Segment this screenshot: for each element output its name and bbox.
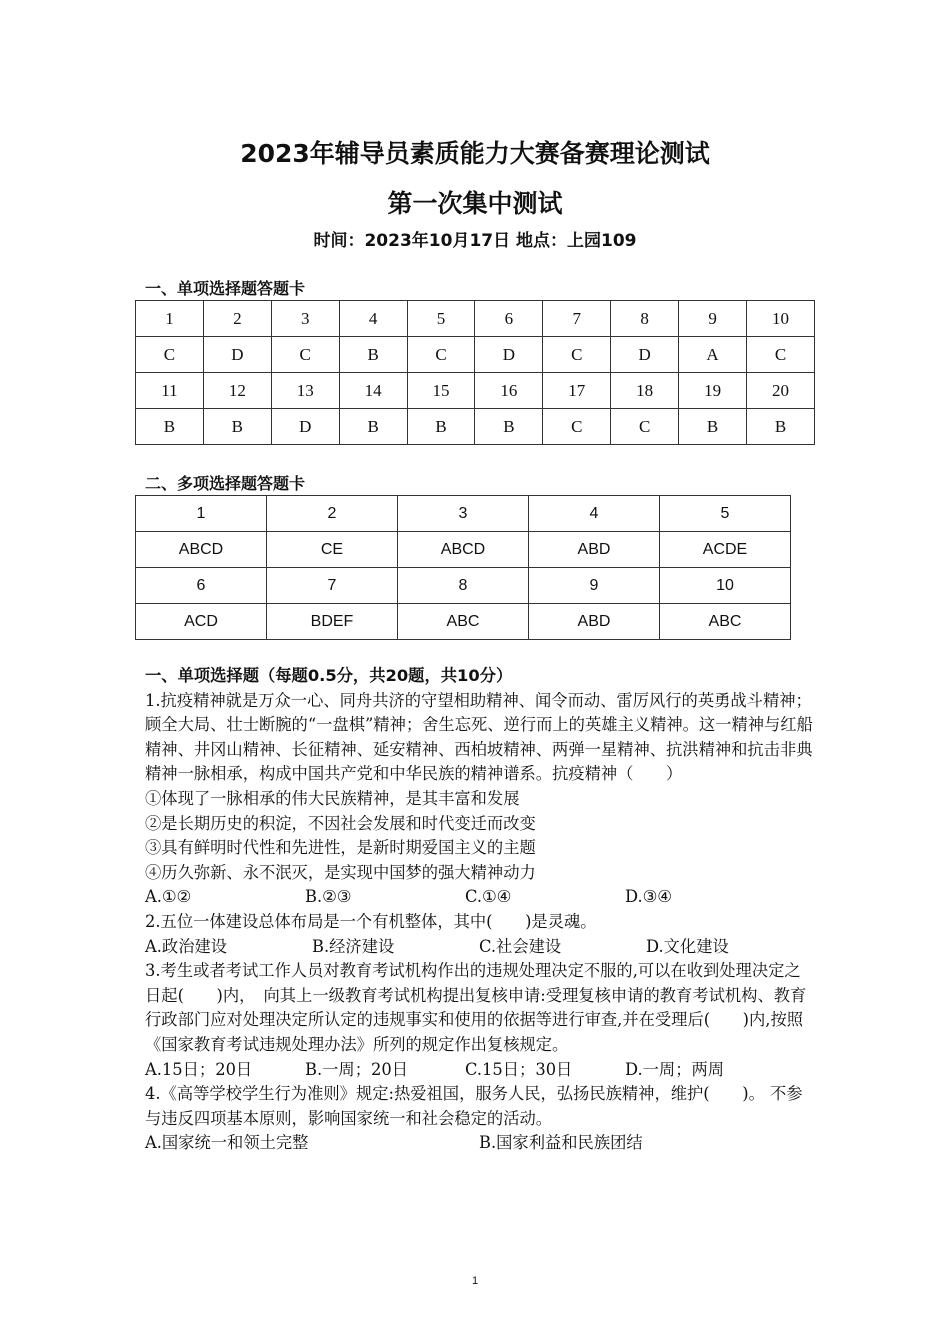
question-1-options: [145, 885, 813, 910]
answer-row: [136, 604, 791, 640]
option-c: C.社会建设: [479, 936, 562, 956]
question-number-cell: 3: [271, 301, 339, 337]
question-number-cell: 8: [611, 301, 679, 337]
question-number-row: [136, 301, 815, 337]
question-number-cell: 12: [203, 373, 271, 409]
question-number-cell: 16: [475, 373, 543, 409]
question-number-cell: 1: [136, 496, 267, 532]
question-number-cell: 8: [398, 568, 529, 604]
multi-choice-answer-card: [135, 495, 791, 640]
answer-cell: D: [271, 409, 339, 445]
answer-cell: ACD: [136, 604, 267, 640]
option-c: C.①④: [465, 887, 512, 907]
question-number-cell: 6: [475, 301, 543, 337]
answer-cell: D: [203, 337, 271, 373]
document-subtitle: 第一次集中测试: [387, 189, 563, 218]
question-number-cell: 4: [339, 301, 407, 337]
question-number-cell: 15: [407, 373, 475, 409]
question-number-cell: 5: [660, 496, 791, 532]
question-number-cell: 10: [660, 568, 791, 604]
answer-cell: C: [611, 409, 679, 445]
answer-cell: ABC: [398, 604, 529, 640]
option-b: B.国家利益和民族团结: [479, 1133, 643, 1153]
option-a: A.15日；20日: [145, 1059, 253, 1079]
page-number: 1: [471, 1275, 479, 1287]
option-d: D.一周；两周: [625, 1059, 725, 1079]
question-number-cell: 13: [271, 373, 339, 409]
answer-cell: ABD: [529, 604, 660, 640]
answer-cell: B: [475, 409, 543, 445]
question-2-stem: 2.五位一体建设总体布局是一个有机整体，其中( )是灵魂。: [145, 911, 597, 931]
question-number-cell: 1: [136, 301, 204, 337]
answer-cell: BDEF: [267, 604, 398, 640]
answer-cell: ABC: [660, 604, 791, 640]
question-number-cell: 6: [136, 568, 267, 604]
question-number-cell: 9: [679, 301, 747, 337]
option-b: B.一周；20日: [305, 1059, 408, 1079]
answer-cell: C: [407, 337, 475, 373]
answer-cell: ACDE: [660, 532, 791, 568]
answer-cell: ABCD: [136, 532, 267, 568]
option-c: C.15日；30日: [465, 1059, 573, 1079]
question-number-row: [136, 568, 791, 604]
question-1-item: ①体现了一脉相承的伟大民族精神，是其丰富和发展: [145, 788, 520, 808]
answer-cell: B: [747, 409, 815, 445]
answer-cell: B: [679, 409, 747, 445]
answer-row: [136, 409, 815, 445]
question-3-options: [145, 1058, 813, 1083]
answer-cell: CE: [267, 532, 398, 568]
answer-row: [136, 337, 815, 373]
question-section-heading: 一、单项选择题（每题0.5分，共20题，共10分）: [145, 666, 513, 685]
answer-cell: C: [271, 337, 339, 373]
time-location-line: 时间：2023年10月17日 地点：上园109: [313, 231, 637, 251]
question-number-cell: 9: [529, 568, 660, 604]
question-number-cell: 2: [267, 496, 398, 532]
question-4-stem: 4.《高等学校学生行为准则》规定:热爱祖国，服务人民，弘扬民族精神，维护( )。 不参与违反四项基本原则，影响国家统一和社会稳定的活动。: [145, 1084, 803, 1128]
question-number-row: [136, 496, 791, 532]
answer-cell: B: [339, 409, 407, 445]
single-choice-answer-card: [135, 300, 815, 445]
answer-cell: B: [203, 409, 271, 445]
answer-cell: B: [339, 337, 407, 373]
question-2-options: [145, 935, 813, 960]
question-number-cell: 2: [203, 301, 271, 337]
answer-cell: C: [543, 409, 611, 445]
answer-cell: B: [136, 409, 204, 445]
answer-cell: A: [679, 337, 747, 373]
answer-row: [136, 532, 791, 568]
option-d: D.文化建设: [646, 936, 729, 956]
question-number-cell: 5: [407, 301, 475, 337]
question-number-cell: 11: [136, 373, 204, 409]
option-b: B.经济建设: [312, 936, 395, 956]
question-number-cell: 19: [679, 373, 747, 409]
option-a: A.国家统一和领土完整: [145, 1133, 309, 1153]
question-number-cell: 4: [529, 496, 660, 532]
option-d: D.③④: [625, 887, 672, 907]
question-1-stem: 1.抗疫精神就是万众一心、同舟共济的守望相助精神、闻令而动、雷厉风行的英勇战斗精神；顾全大局、壮士断腕的“一盘棋”精神；舍生忘死、逆行而上的英雄主义精神。这一精神与红船精神、井冈山精神、长征精神、延安精神、西柏坡精神、两弹一星精神、抗洪精神和抗击非典精神一脉相承，构成中国共产党和中华民族的精神谱系。抗疫精神（ ）: [145, 690, 813, 784]
question-number-cell: 7: [543, 301, 611, 337]
question-number-cell: 14: [339, 373, 407, 409]
question-number-cell: 10: [747, 301, 815, 337]
question-section: [145, 664, 813, 1156]
question-number-cell: 3: [398, 496, 529, 532]
question-number-row: [136, 373, 815, 409]
single-card-heading: 一、单项选择题答题卡: [145, 279, 306, 298]
answer-cell: C: [747, 337, 815, 373]
question-number-cell: 18: [611, 373, 679, 409]
option-b: B.②③: [305, 887, 352, 907]
answer-cell: B: [407, 409, 475, 445]
option-a: A.①②: [145, 887, 192, 907]
answer-cell: D: [611, 337, 679, 373]
question-1-item: ④历久弥新、永不泯灭，是实现中国梦的强大精神动力: [145, 862, 536, 882]
question-number-cell: 17: [543, 373, 611, 409]
question-4-options: [145, 1131, 813, 1156]
answer-cell: C: [543, 337, 611, 373]
question-1-item: ③具有鲜明时代性和先进性，是新时期爱国主义的主题: [145, 838, 536, 858]
question-3-stem: 3.考生或者考试工作人员对教育考试机构作出的违规处理决定不服的,可以在收到处理决定之日起( )内， 向其上一级教育考试机构提出复核申请:受理复核申请的教育考试机构、教育行政部门应对处理决定所认定的违规事实和使用的依据等进行审查,并在受理后( )内,按照《国家教育考试违规处理办法》所列的规定作出复核规定。: [145, 961, 807, 1054]
question-1-item: ②是长期历史的积淀，不因社会发展和时代变迁而改变: [145, 813, 536, 833]
multi-card-heading: 二、多项选择题答题卡: [145, 474, 306, 493]
answer-cell: ABD: [529, 532, 660, 568]
answer-cell: D: [475, 337, 543, 373]
question-number-cell: 20: [747, 373, 815, 409]
answer-cell: ABCD: [398, 532, 529, 568]
answer-cell: C: [136, 337, 204, 373]
document-title: 2023年辅导员素质能力大赛备赛理论测试: [240, 139, 710, 168]
option-a: A.政治建设: [145, 936, 228, 956]
question-number-cell: 7: [267, 568, 398, 604]
